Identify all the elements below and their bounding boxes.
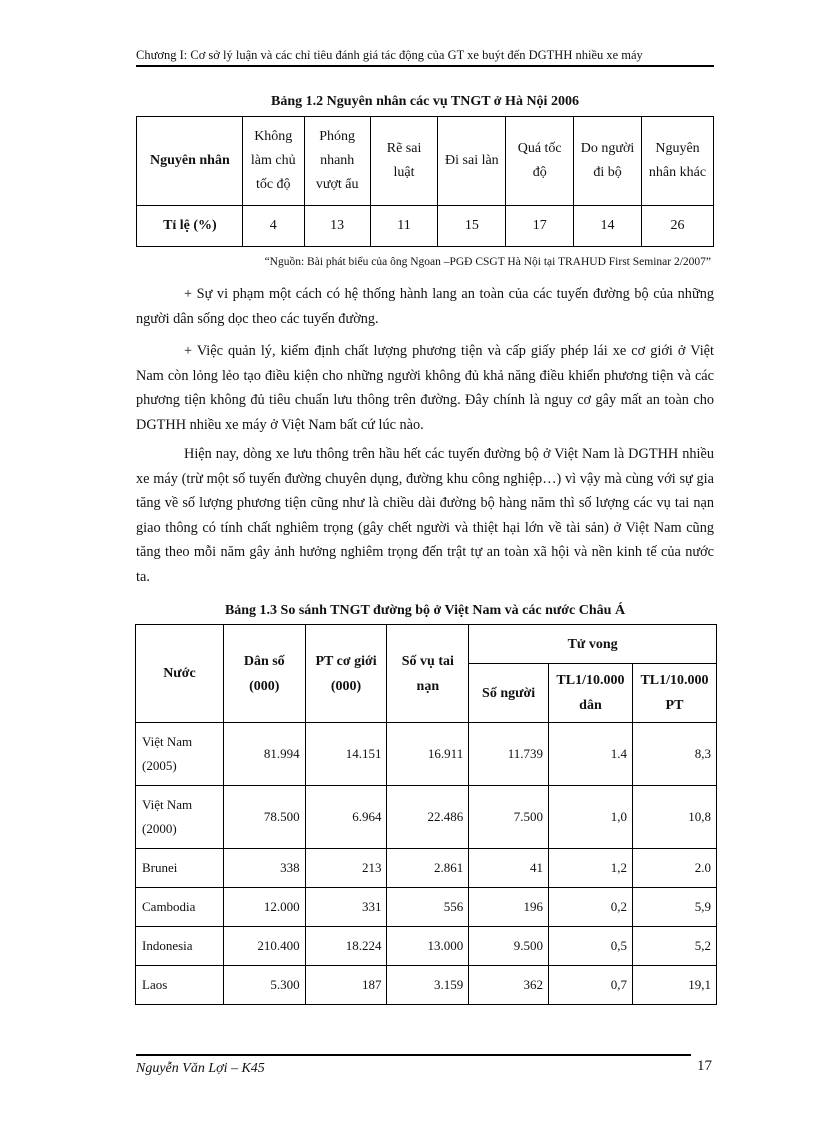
column-header: Đi sai làn — [438, 117, 506, 206]
header-rate-pop: TL1/10.000 dân — [548, 664, 632, 723]
cell-deaths: 196 — [469, 888, 549, 927]
header-accidents: Số vụ tai nạn — [387, 625, 469, 723]
cell-accidents: 2.861 — [387, 849, 469, 888]
cell-vehicles: 187 — [305, 966, 387, 1005]
cell-deaths: 11.739 — [469, 723, 549, 786]
cell-accidents: 16.911 — [387, 723, 469, 786]
cell-rate-pop: 1,0 — [548, 786, 632, 849]
cell-rate-pop: 0,2 — [548, 888, 632, 927]
cell-population: 12.000 — [223, 888, 305, 927]
table-1-2 — [136, 116, 714, 247]
cell-rate-veh: 5,9 — [632, 888, 716, 927]
footer-rule — [136, 1054, 691, 1056]
table-row — [136, 966, 717, 1005]
cell-rate-veh: 2.0 — [632, 849, 716, 888]
header-deaths-group: Tử vong — [469, 625, 717, 664]
header-country: Nước — [136, 625, 224, 723]
cell-population: 5.300 — [223, 966, 305, 1005]
cell-country: Việt Nam (2005) — [136, 723, 224, 786]
body-paragraph: + Sự vi phạm một cách có hệ thống hành lang an toàn của các tuyến đường bộ của những người dân sống dọc theo các tuyến đường. — [136, 286, 714, 327]
table-row — [136, 723, 717, 786]
cell-country: Indonesia — [136, 927, 224, 966]
table-cell: 26 — [642, 206, 714, 247]
table-row — [136, 927, 717, 966]
cell-rate-pop: 1.4 — [548, 723, 632, 786]
cell-vehicles: 331 — [305, 888, 387, 927]
table-cell: 15 — [438, 206, 506, 247]
table-1-2-header-row — [137, 117, 714, 206]
cell-rate-pop: 1,2 — [548, 849, 632, 888]
table-row — [136, 888, 717, 927]
cell-country: Laos — [136, 966, 224, 1005]
row-label: Tỉ lệ (%) — [137, 206, 243, 247]
cell-population: 81.994 — [223, 723, 305, 786]
table-row — [137, 206, 714, 247]
cell-rate-pop: 0,7 — [548, 966, 632, 1005]
cell-deaths: 362 — [469, 966, 549, 1005]
table-cell: 14 — [574, 206, 642, 247]
table-1-3-caption: Bảng 1.3 So sánh TNGT đường bộ ở Việt Nam và các nước Châu Á — [224, 603, 626, 618]
cell-country: Brunei — [136, 849, 224, 888]
column-header: Do người đi bộ — [574, 117, 642, 206]
column-header: Không làm chủ tốc độ — [242, 117, 304, 206]
cell-deaths: 41 — [469, 849, 549, 888]
table-1-2-caption: Bảng 1.2 Nguyên nhân các vụ TNGT ở Hà Nội 2006 — [271, 94, 579, 109]
body-paragraph: Hiện nay, dòng xe lưu thông trên hầu hết các tuyến đường bộ ở Việt Nam là DGTHH nhiều xe máy (trừ một số tuyến đường chuyên dụng, đường khu công nghiệp…) vì vậy mà cùng với sự gia tăng về số lượng phương tiện cũng như là chiều dài đường bộ hàng năm thì số lượng các vụ tai nạn giao thông có tính chất nghiêm trọng (gây chết người và thiệt hại lớn về tài sản) ở Việt Nam cũng tăng theo mỗi năm gây ảnh hưởng nghiêm trọng đến trật tự an toàn xã hội và nền kinh tế của nước ta. — [136, 446, 714, 585]
column-header: Phóng nhanh vượt ẩu — [304, 117, 370, 206]
cell-accidents: 3.159 — [387, 966, 469, 1005]
header-deaths: Số người — [469, 664, 549, 723]
column-header: Rẽ sai luật — [370, 117, 438, 206]
cell-vehicles: 6.964 — [305, 786, 387, 849]
footer-author: Nguyễn Văn Lợi – K45 — [136, 1061, 265, 1076]
cell-accidents: 22.486 — [387, 786, 469, 849]
cell-rate-veh: 19,1 — [632, 966, 716, 1005]
header-vehicles: PT cơ giới (000) — [305, 625, 387, 723]
body-paragraph: + Việc quản lý, kiểm định chất lượng phương tiện và cấp giấy phép lái xe cơ giới ở Việt Nam còn lỏng lẻo tạo điều kiện cho những người không đủ khả năng điều khiển phương tiện và các phương tiện không đủ tiêu chuẩn lưu thông trên đường. Đây chính là nguy cơ gây mất an toàn cho DGTHH nhiều xe máy ở Việt Nam bất cứ lúc nào. — [136, 343, 714, 433]
table-row — [136, 849, 717, 888]
cell-country: Việt Nam (2000) — [136, 786, 224, 849]
header-rule — [136, 65, 714, 67]
cell-population: 210.400 — [223, 927, 305, 966]
cell-rate-veh: 10,8 — [632, 786, 716, 849]
cell-deaths: 9.500 — [469, 927, 549, 966]
running-header: Chương I: Cơ sở lý luận và các chỉ tiêu đánh giá tác động của GT xe buýt đến DGTHH nhiều xe máy — [136, 48, 643, 62]
page-number: 17 — [697, 1058, 712, 1074]
table-1-3-header-row — [136, 625, 717, 664]
cell-deaths: 7.500 — [469, 786, 549, 849]
row-label-header: Nguyên nhân — [137, 117, 243, 206]
table-cell: 17 — [506, 206, 574, 247]
cell-population: 78.500 — [223, 786, 305, 849]
table-row — [136, 786, 717, 849]
header-population: Dân số (000) — [223, 625, 305, 723]
table-cell: 4 — [242, 206, 304, 247]
table-source-note: “Nguồn: Bài phát biểu của ông Ngoan –PGĐ CSGT Hà Nội tại TRAHUD First Seminar 2/2007” — [264, 256, 711, 268]
cell-accidents: 556 — [387, 888, 469, 927]
cell-vehicles: 213 — [305, 849, 387, 888]
table-1-3 — [135, 624, 717, 1005]
cell-accidents: 13.000 — [387, 927, 469, 966]
cell-country: Cambodia — [136, 888, 224, 927]
column-header: Quá tốc độ — [506, 117, 574, 206]
cell-rate-veh: 8,3 — [632, 723, 716, 786]
cell-rate-veh: 5,2 — [632, 927, 716, 966]
cell-vehicles: 18.224 — [305, 927, 387, 966]
cell-rate-pop: 0,5 — [548, 927, 632, 966]
table-cell: 13 — [304, 206, 370, 247]
table-cell: 11 — [370, 206, 438, 247]
column-header: Nguyên nhân khác — [642, 117, 714, 206]
header-rate-veh: TL1/10.000 PT — [632, 664, 716, 723]
cell-population: 338 — [223, 849, 305, 888]
cell-vehicles: 14.151 — [305, 723, 387, 786]
